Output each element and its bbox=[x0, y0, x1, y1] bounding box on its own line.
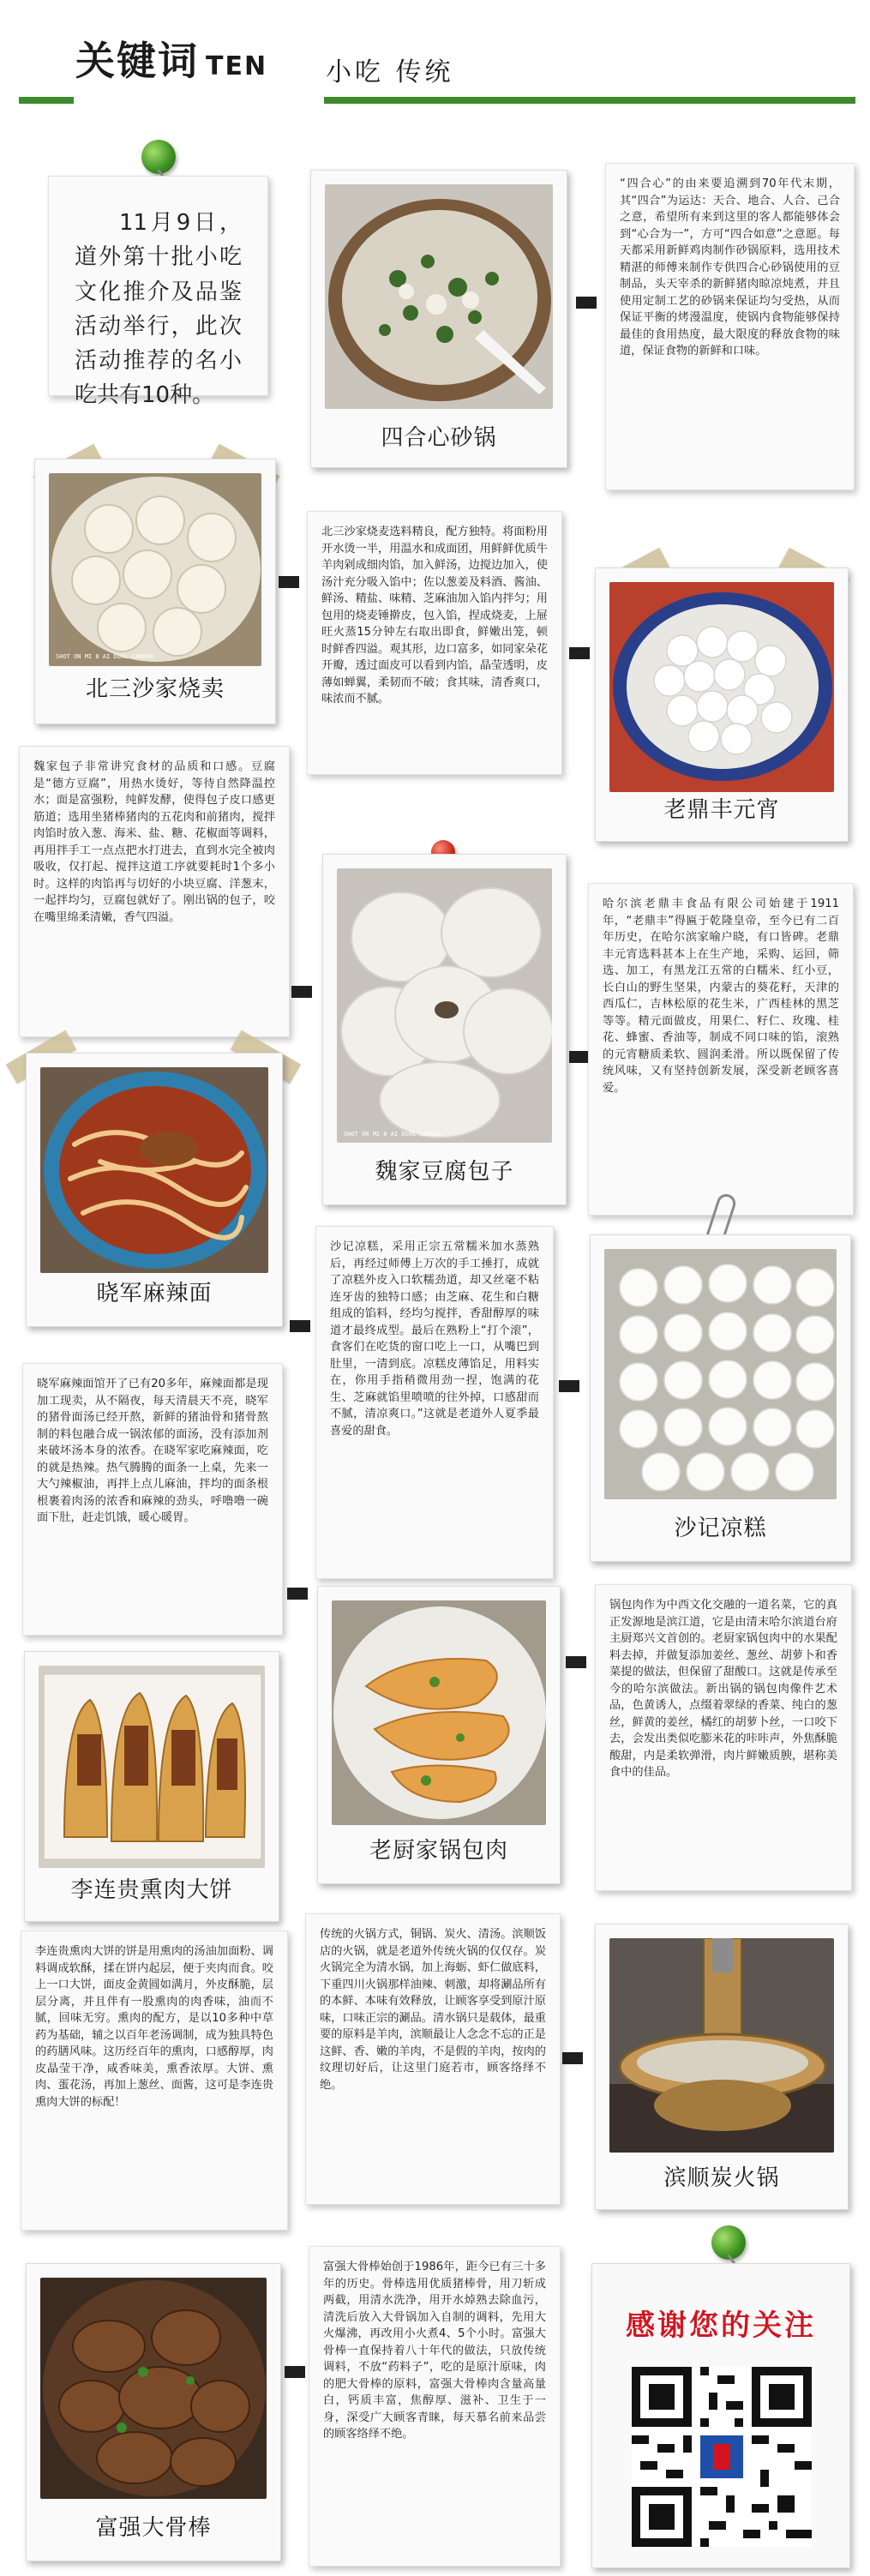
card-lilian bbox=[24, 1651, 279, 1922]
caption-laochujia: 老厨家锅包肉 bbox=[369, 1838, 508, 1864]
connector bbox=[290, 1320, 310, 1332]
photo-weijia bbox=[337, 868, 552, 1143]
svg-text:SHOT ON MI 8 AI DUAL CAMERA: SHOT ON MI 8 AI DUAL CAMERA bbox=[56, 653, 153, 660]
photo-shaji bbox=[604, 1249, 837, 1499]
flatbread-image bbox=[39, 1666, 265, 1868]
connector bbox=[569, 1051, 590, 1063]
header-bar-right bbox=[324, 97, 855, 104]
card-xiaojun bbox=[26, 1053, 283, 1327]
card-beisansha bbox=[34, 459, 276, 724]
photo-laochujia bbox=[332, 1600, 546, 1825]
desc-xiaojun: 晓军麻辣面馆开了已有20多年，麻辣面都是现加工现卖，从不隔夜，每天清晨天不亮，晓军的猪骨面汤已经开熬，新鲜的猪油骨和猪骨熬制的料包融合成一锅浓郁的面汤，没有添加剂来破坏汤本身的浓香。在晓军家吃麻辣面，吃的就是热辣。热气腾腾的面条一上桌，先来一大勺辣椒油，再拌上点儿麻油，拌均的面条根根裹着肉汤的浓香和麻辣的劲头，呼噜噜一碗面下肚，赶走饥饿，暖心暖胃。 bbox=[22, 1363, 283, 1636]
liangao-image bbox=[604, 1249, 837, 1499]
connector bbox=[287, 1588, 308, 1600]
guobaorou-image bbox=[332, 1600, 546, 1825]
desc-fuqiang: 富强大骨棒始创于1986年，距今已有三十多年的历史。骨棒选用优质猪棒骨，用刀斩成两截，用清水洗净，用开水焯熟去除血污，清洗后放入大骨锅加入自制的调料，先用大火爆沸，再改用小火煮4、5个小时。富强大骨棒一直保持着八十年代的做法，只放传统调料，不放“药料子”，吃的是原汁原味，肉的肥大骨棒的原料，富强大骨棒肉含量高量白，钙质丰富，焦醇厚、滋补、卫生于一身，深受广大顾客青睐，每天慕名前来品尝的顾客络绎不绝。 bbox=[309, 2246, 561, 2567]
card-shaji bbox=[590, 1234, 851, 1562]
caption-laodingfeng: 老鼎丰元宵 bbox=[663, 797, 780, 823]
yuanxiao-image bbox=[609, 582, 834, 792]
card-qr bbox=[591, 2263, 850, 2568]
desc-binshun: 传统的火锅方式，铜锅、炭火、清汤。滨顺饭店的火锅，就是老道外传统火锅的仅仅存。炭火锅完全为清水锅，加上海蛎、虾仁做底料，下重四川火锅那样油辣、刺激，却将涮品所有的本鲜、本味有效释放，让顾客享受到原汁原味，口味正宗的涮品。清水锅只是载体，最重要的原料是羊肉，滨顺最让人念念不忘的正是这鲜、香、嫩的羊肉，不是假的羊肉，按肉的纹理切好后，让这里门庭若市，顾客络绎不绝。 bbox=[305, 1913, 561, 2205]
caption-beisansha: 北三沙家烧卖 bbox=[85, 676, 225, 702]
connector bbox=[562, 2052, 583, 2064]
desc-laochujia: 锅包肉作为中西文化交融的一道名菜，它的真正发源地是滨江道，它是由清末哈尔滨道台府主厨郑兴文首创的。老厨家锅包肉中的水果配料去掉，并做复添加姜丝、葱丝、胡萝卜和香菜提的做法，但保留了甜酸口。这就是传承至今的哈尔滨做法。新出锅的锅包肉像件艺术品，色黄诱人，点缀着翠绿的香菜、纯白的葱丝，鲜黄的姜丝，橘红的胡萝卜丝，一口咬下去，会发出类似吃膨米花的咔咔声，外焦酥脆酸甜，内是柔软弹滑，肉片鲜嫩质腴，堪称美食中的佳品。 bbox=[595, 1584, 852, 1891]
connector bbox=[279, 576, 299, 588]
card-laochujia bbox=[317, 1586, 561, 1884]
caption-fuqiang: 富强大骨棒 bbox=[95, 2515, 212, 2541]
caption-sihexin: 四合心砂锅 bbox=[381, 425, 497, 451]
photo-xiaojun bbox=[40, 1067, 268, 1273]
connector bbox=[576, 297, 597, 309]
photo-fuqiang bbox=[40, 2278, 267, 2499]
header-subtitle: 小吃 传统 bbox=[326, 57, 454, 87]
caption-binshun: 滨顺炭火锅 bbox=[663, 2165, 780, 2191]
photo-binshun bbox=[609, 1938, 834, 2153]
hotpot-image bbox=[609, 1938, 834, 2153]
photo-lilian bbox=[39, 1666, 265, 1868]
thanks-title: 感谢您的关注 bbox=[626, 2309, 816, 2343]
header-ten: TEN bbox=[206, 51, 268, 81]
caption-lilian: 李连贵熏肉大饼 bbox=[70, 1877, 233, 1903]
desc-weijia: 魏家包子非常讲究食材的品质和口感。豆腐是“德方豆腐”，用热水烫好，等待自然降温控水；面是富强粉，纯鲜发酵，使得包子皮口感更筋道；选用坐猪棒猪肉的五花肉和前猪肉，搅拌肉馅时放入葱、海米、盐、糖、花椒面等调料，再用拌手工一点点把水打进去，直到水完全被肉吸收，仅打起、搅拌这道工序就要耗时1个多小时。这样的肉馅再与切好的小块豆腐、洋葱末，一起拌均匀，豆腐包就好了。刚出锅的包子，咬在嘴里绵柔清嫩，香气四溢。 bbox=[19, 746, 290, 1037]
desc-lilian: 李连贵熏肉大饼的饼是用熏肉的汤油加面粉、调料调成软酥，揉在饼内起层，便于夹肉而食。咬上一口大饼，面皮金黄圆如满月，外皮酥脆，层层分离，并且伴有一股熏肉的肉香味，油而不腻，回味无穷。熏肉的配方，是以10多种中草药为基础，辅之以百年老汤调制，成为独具特色的药膳风味。这历经百年的熏肉，口感醇厚，肉皮晶莹干净，咸香味美，熏香浓厚。大饼、熏肉、蛋花汤，再加上葱丝、面酱，这可是李连贵熏肉大饼的标配！ bbox=[21, 1930, 288, 2231]
soup-bowl-image bbox=[325, 184, 553, 409]
caption-xiaojun: 晓军麻辣面 bbox=[96, 1281, 213, 1306]
photo-sihexin bbox=[325, 184, 553, 409]
desc-laodingfeng: 哈尔滨老鼎丰食品有限公司始建于1911年，“老鼎丰”得匾于乾隆皇帝，至今已有二百年历史，在哈尔滨家喻户晓，有口皆碑。老鼎丰元宵选料甚本上在生产地，采购、运回，筛选、加工，有黑龙江五常的白糯米、红小豆，长白山的野生坚果，内蒙古的葵花籽，天津的西瓜仁，吉林松原的花生米，广西桂林的黑芝等等。精元面做皮，用果仁、籽仁、玫瑰、桂花、蜂蜜、香油等，制成不同口味的馅，滚熟的元宵糖质柔软、圆润柔滑。所以既保留了传统风味，又有坚持创新发展，深受新老顾客喜爱。 bbox=[588, 883, 854, 1216]
card-weijia bbox=[322, 854, 567, 1205]
svg-text:SHOT ON MI 8 AI DUAL CAMERA: SHOT ON MI 8 AI DUAL CAMERA bbox=[344, 1131, 441, 1138]
photo-beisansha bbox=[49, 473, 261, 666]
connector bbox=[559, 1380, 579, 1392]
connector bbox=[569, 647, 590, 659]
connector bbox=[291, 986, 312, 998]
shaomai-image bbox=[49, 473, 261, 666]
desc-beisansha: 北三沙家烧麦选料精良，配方独特。将面粉用开水烫一半，用温水和成面团，用鲜鲜优质牛羊肉剁成细肉馅，加入鲜汤，边搅边加入，使汤汁充分吸入馅中；佐以葱姜及料酒、酱油、鲜汤、精盐、味精、芝麻油加入馅内拌匀；用包用的烧麦锤擀皮，包入馅，捏成烧麦，上屉旺火蒸15分钟左右取出即食，鲜嫩出笼，顿时鲜香四溢。观其形，边口富多，如同家朵花开瓣，透过面皮可以看到内馅，晶莹透明，皮薄如蝉翼，柔韧而不破；食其味，清香爽口，味浓而不腻。 bbox=[307, 511, 562, 775]
desc-shaji: 沙记凉糕，采用正宗五常糯米加水蒸熟后，再经过师傅上万次的手工捶打，成就了凉糕外皮入口软糯劲道，却又丝毫不粘连牙齿的独特口感；由芝麻、花生和白糖组成的馅料，经均匀搅拌，香甜醇厚的味道才最终成型。最后在熟粉上“打个滚”，食客们在吃货的窗口吃上一口，从嘴巴到肚里，一清到底。凉糕皮薄馅足，用料实在，你用手指稍微用劲一捏，饱满的花生、芝麻就馅里喷喷的往外掉，口感甜而不腻，清凉爽口。”这就是老道外人夏季最喜爱的甜食。 bbox=[315, 1226, 554, 1579]
connector bbox=[566, 1656, 586, 1668]
intro-text: 11月9日，道外第十批小吃文化推介及品鉴活动举行，此次活动推荐的名小吃共有10种。 bbox=[48, 176, 268, 396]
header-bar-left bbox=[19, 97, 74, 104]
baozi-image bbox=[337, 868, 552, 1143]
caption-shaji: 沙记凉糕 bbox=[674, 1516, 767, 1541]
page-title: 关键词 bbox=[75, 38, 199, 84]
card-binshun bbox=[595, 1924, 849, 2210]
bone-image bbox=[40, 2278, 267, 2499]
noodle-image bbox=[40, 1067, 268, 1273]
connector bbox=[285, 2366, 305, 2378]
caption-weijia: 魏家豆腐包子 bbox=[375, 1159, 514, 1185]
desc-sihexin: “四合心”的由来要追溯到70年代末期，其“四合”为运达：天合、地合、人合、己合之意，希望所有来到这里的客人都能够体会到“心合为一”，方可“四合如意”之意愿。每天都采用新鲜鸡肉制作砂锅原料，选用技术精湛的师傅来制作专供四合心砂锅使用的豆制品，头天宰杀的新鲜猪肉晾凉炖煮，并且使用定制工艺的砂锅来保证均匀受热，从而保证平衡的烤漫温度，使锅内食物能够保持最佳的食用热度，最大限度的释放食物的味道，保证食物的新鲜和口味。 bbox=[605, 163, 855, 490]
card-fuqiang bbox=[26, 2263, 281, 2561]
photo-laodingfeng bbox=[609, 582, 834, 792]
qr-code-image bbox=[632, 2367, 812, 2547]
card-laodingfeng bbox=[595, 567, 849, 842]
card-sihexin bbox=[310, 170, 567, 468]
